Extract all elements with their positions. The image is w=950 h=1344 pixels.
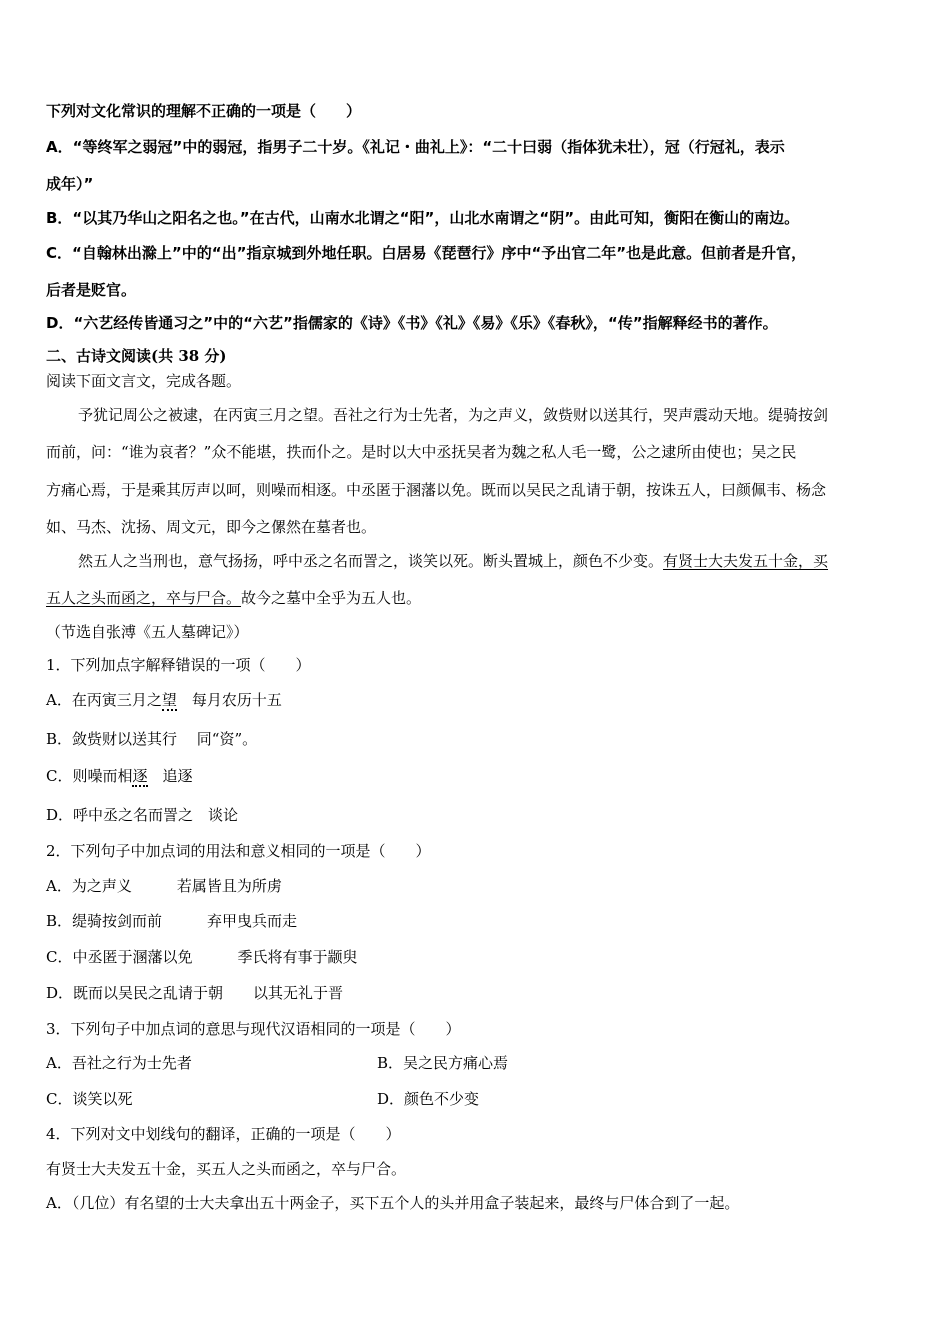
q3-stem: 3．下列句子中加点词的意思与现代汉语相同的一项是（ ） [46,1020,461,1038]
passage-line: 方痛心焉，于是乘其厉声以呵，则噪而相逐。中丞匿于溷藩以免。既而以吴民之乱请于朝，按诛五人，曰颜佩韦、杨念 [46,481,827,499]
option-a: A．“等终军之弱冠”中的弱冠，指男子二十岁。《礼记・曲礼上》：“二十曰弱（指体犹未壮），冠（行冠礼，表示 [46,138,785,156]
option-b: B．“以其乃华山之阳名之也。”在古代，山南水北谓之“阳”，山北水南谓之“阴”。由此可知，衡阳在衡山的南边。 [46,209,800,227]
q4-stem: 4．下列对文中划线句的翻译，正确的一项是（ ） [46,1125,401,1143]
q2-option-a: A．为之声义 若属皆且为所虏 [46,877,282,895]
q1-option-d: D．呼中丞之名而詈之 谈论 [46,806,239,824]
question-stem: 下列对文化常识的理解不正确的一项是（ ） [46,102,362,120]
option-c: C．“自翰林出滁上”中的“出”指京城到外地任职。白居易《琵琶行》序中“予出官二年”也是此意。但前者是升官， [46,244,807,262]
option-c-continued: 后者是贬官。 [46,281,137,299]
q2-option-c: C．中丞匿于溷藩以免 季氏将有事于颛臾 [46,948,358,966]
passage-text: 然五人之当刑也，意气扬扬，呼中丞之名而詈之，谈笑以死。断头置城上，颜色不少变。 [78,552,664,570]
q3-options-row [46,1053,926,1073]
q2-stem: 2．下列句子中加点词的用法和意义相同的一项是（ ） [46,842,431,860]
passage-line: 予犹记周公之被逮，在丙寅三月之望。吾社之行为士先者，为之声义，敛赀财以送其行，哭声震动天地。缇骑按剑 [78,406,829,424]
q4-quote: 有贤士大夫发五十金，买五人之头而函之，卒与尸合。 [46,1160,407,1178]
passage-line: 而前，问：“谁为哀者？”众不能堪，抶而仆之。是时以大中丞抚吴者为魏之私人毛一鹭，公之逮所由使也；吴之民 [46,443,797,461]
passage-line [46,588,421,608]
q3-option-b: B．吴之民方痛心焉 [377,1054,509,1072]
q1-option-c [46,766,193,786]
section-heading: 二、古诗文阅读(共 38 分) [46,347,227,365]
q1-stem: 1．下列加点字解释错误的一项（ ） [46,656,311,674]
q2-option-b: B．缇骑按剑而前 弃甲曳兵而走 [46,912,298,930]
option-text: C．则噪而相 [46,767,133,785]
passage-line: 如、马杰、沈扬、周文元，即今之傫然在墓者也。 [46,518,377,536]
q1-option-b: B．敛赀财以送其行 同“资”。 [46,730,258,748]
option-d: D．“六艺经传皆通习之”中的“六艺”指儒家的《诗》《书》《礼》《易》《乐》《春秋》，“传”指解释经书的著作。 [46,314,778,332]
dotted-char: 望 [161,691,177,709]
passage-source: （节选自张溥《五人墓碑记》） [46,623,249,641]
underlined-sentence: 五人之头而函之，卒与尸合。 [46,589,242,607]
q3-option-a: A．吾社之行为士先者 [46,1054,192,1072]
passage-line [78,551,828,571]
q3-option-d: D．颜色不少变 [377,1090,480,1108]
q4-option-a: A．（几位）有名望的士大夫拿出五十两金子，买下五个人的头并用盒子装起来，最终与尸体合到了一起。 [46,1194,740,1212]
passage-text: 故今之墓中全乎为五人也。 [241,589,422,607]
dotted-char: 逐 [132,767,148,785]
option-a-continued: 成年）” [46,175,94,193]
q3-options-row [46,1089,926,1109]
section-instruction: 阅读下面文言文，完成各题。 [46,372,242,390]
q3-option-c: C．谈笑以死 [46,1090,133,1108]
q2-option-d: D．既而以吴民之乱请于朝 以其无礼于晋 [46,984,344,1002]
option-text: 追逐 [147,767,193,785]
option-text: A．在丙寅三月之 [46,691,162,709]
option-text: 每月农历十五 [176,691,282,709]
q1-option-a [46,690,282,710]
underlined-sentence: 有贤士大夫发五十金，买 [663,552,829,570]
